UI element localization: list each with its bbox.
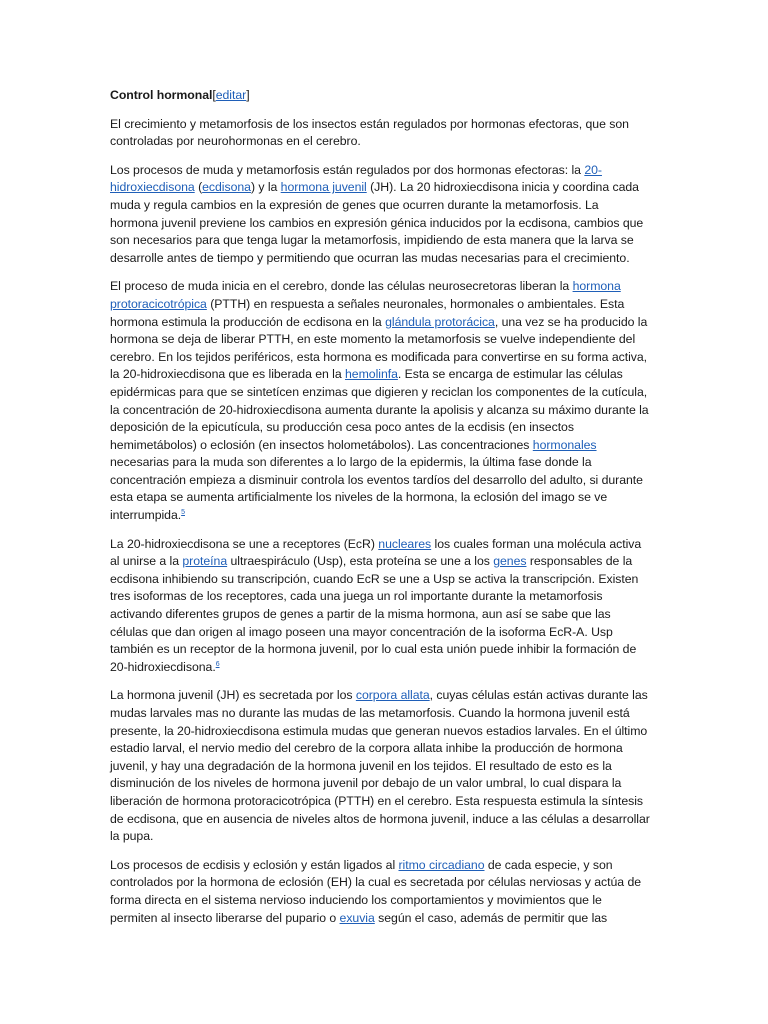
paragraph-text: (	[194, 180, 203, 195]
reference-link-5[interactable]: 5	[181, 509, 185, 517]
paragraph-text: . Esta se encarga de estimular las células epidérmicas para que se sintetícen enzimas que digieren y reciclan los componentes de la cutícula, la concentración de 20-hidroxiecdisona aumenta durante la apolisis y alcanza su máximo durante la deposición de la epicutícula, su producción cesa poco antes de la ecdisis (en insectos hemimetábolos) o eclosión (en insectos holometábolos). Las concentraciones	[110, 367, 649, 452]
link-corpora-allata[interactable]: corpora allata	[355, 688, 430, 703]
paragraph-text: La hormona juvenil (JH) es secretada por los	[110, 688, 356, 703]
paragraph-text: El crecimiento y metamorfosis de los insectos están regulados por hormonas efectoras, que son controladas por neurohormonas en el cerebro.	[110, 116, 629, 149]
paragraph-text: ultraespiráculo (Usp), esta proteína se une a los	[227, 554, 494, 569]
link-hemolinfa[interactable]: hemolinfa	[345, 367, 398, 382]
paragraph-text: de cada especie, y son controlados por la hormona de eclosión (EH) la cual es secretada por células nerviosas y actúa de forma directa en el sistema nervioso induciendo los comportamientos y movimientos que le permiten al insecto liberarse del pupario o	[110, 857, 642, 925]
reference-link-6[interactable]: 6	[215, 660, 220, 668]
paragraph-text: , una vez se ha producido la hormona se deja de liberar PTTH, en este momento la metamorfosis se vuelve independiente del cerebro. En los tejidos periféricos, esta hormona es modificada para convertirse en su forma activa, la 20-hidroxiecdisona que es liberada en la	[110, 314, 648, 382]
paragraph-text: Los procesos de ecdisis y eclosión y están ligados al	[110, 857, 399, 872]
paragraph-text: , cuyas células están activas durante las mudas larvales mas no durante las mudas de las metamorfosis. Cuando la hormona juvenil está presente, la 20-hidroxiecdisona estimula mudas que generan nuevos estadios larvales. En el último estadio larval, el nervio medio del cerebro de la corpora allata inhibe la producción de hormona juvenil, y hay una degradación de la hormona juvenil en los tejidos. El resultado de esto es la disminución de los niveles de hormona juvenil por debajo de un valor umbral, lo cual dispara la liberación de hormona protoracicotrópica (PTTH) en el cerebro. Esta respuesta estimula la síntesis de ecdisona, que en ausencia de niveles altos de hormona juvenil, induce a las células a desarrollar la pupa.	[110, 688, 650, 844]
paragraph-molting-process	[110, 278, 650, 524]
link-ritmo-circadiano[interactable]: ritmo circadiano	[398, 857, 485, 872]
paragraph-text: ) y la	[250, 180, 281, 195]
reference-6	[216, 661, 220, 668]
paragraph-intro	[110, 116, 650, 151]
section-title: Control hormonal	[110, 88, 213, 102]
bracket-open: [	[212, 88, 216, 102]
bracket-close: ]	[246, 88, 250, 102]
edit-link-wrapper	[212, 88, 249, 102]
edit-link[interactable]: editar	[215, 88, 247, 102]
link-exuvia[interactable]: exuvia	[339, 910, 375, 925]
paragraph-text: La 20-hidroxiecdisona se une a receptores (EcR)	[110, 536, 379, 551]
link-hormona-juvenil[interactable]: hormona juvenil	[280, 180, 367, 195]
link-nucleares[interactable]: nucleares	[378, 536, 432, 551]
link-ecdisona[interactable]: ecdisona	[202, 180, 251, 195]
article-body	[110, 87, 650, 938]
paragraph-juvenile-hormone	[110, 687, 650, 845]
paragraph-effector-hormones	[110, 162, 650, 268]
link-glandula-protoracica[interactable]: glándula protorácica	[385, 314, 495, 329]
paragraph-ecdysis	[110, 857, 650, 927]
link-20-hidroxiecdisona[interactable]: 20-hidroxiecdisona	[110, 162, 602, 195]
paragraph-text: (JH). La 20 hidroxiecdisona inicia y coordina cada muda y regula cambios en la expresión de genes que ocurren durante la metamorfosis. La hormona juvenil previene los cambios en expresión génica inducidos por la ecdisona, cambios que son necesarios para que tenga lugar la metamorfosis, impidiendo de esta manera que la larva se desarrolle antes de tiempo y permitiendo que ocurran las mudas necesarias para el crecimiento.	[110, 180, 644, 265]
link-proteina[interactable]: proteína	[182, 554, 228, 569]
paragraph-receptors	[110, 536, 650, 677]
paragraph-text: responsables de la ecdisona inhibiendo su transcripción, cuando EcR se une a Usp se activa la transcripción. Existen tres isoformas de los receptores, cada una juega un rol importante durante la metamorfosis activando diferentes grupos de genes a partir de la misma hormona, aun así se sabe que las células que dan origen al imago poseen una mayor concentración de la isoforma EcR-A. Usp también es un receptor de la hormona juvenil, por lo cual esta unión puede inhibir la formación de 20-hidroxiecdisona.	[110, 554, 639, 674]
section-heading	[110, 87, 650, 105]
link-genes[interactable]: genes	[493, 554, 527, 569]
link-hormona-protoracicotropica[interactable]: hormona protoracicotrópica	[110, 279, 621, 311]
reference-5	[181, 509, 185, 516]
paragraph-text: Los procesos de muda y metamorfosis están regulados por dos hormonas efectoras: la	[110, 162, 585, 177]
link-hormonales[interactable]: hormonales	[532, 437, 597, 452]
paragraph-text: El proceso de muda inicia en el cerebro, donde las células neurosecretoras liberan la	[110, 279, 573, 294]
paragraph-text: según el caso, además de permitir que las	[374, 910, 608, 925]
paragraph-text: los cuales forman una molécula activa al unirse a la	[110, 536, 642, 569]
paragraph-text: necesarias para la muda son diferentes a lo largo de la epidermis, la última fase donde la concentración empieza a disminuir controla los eventos tardíos del desarrollo del adulto, si durante esta etapa se aumenta artificialmente los niveles de la hormona, la eclosión del imago se ve interrumpida.	[110, 455, 643, 523]
paragraph-text: (PTTH) en respuesta a señales neuronales, hormonales o ambientales. Esta hormona estimula la producción de ecdisona en la	[110, 296, 625, 329]
